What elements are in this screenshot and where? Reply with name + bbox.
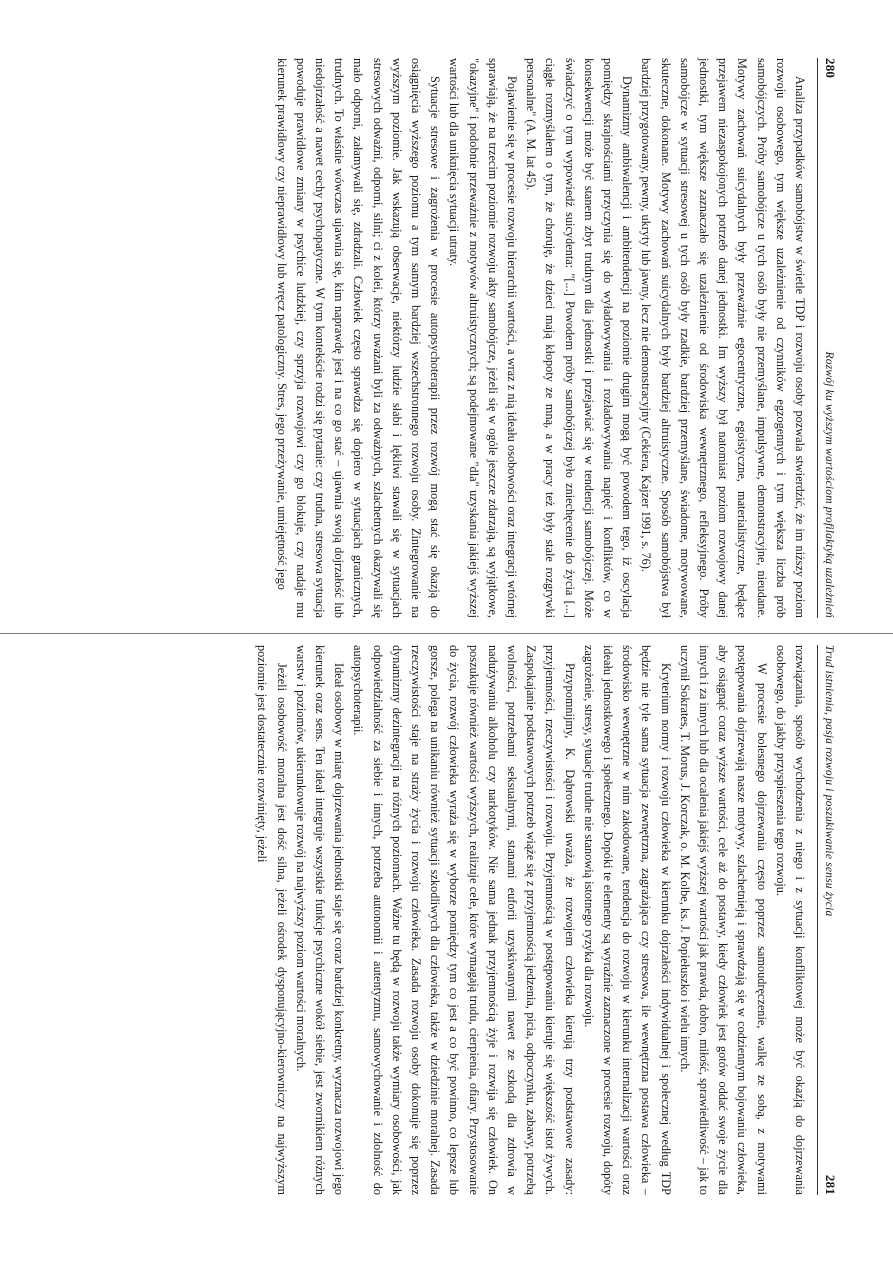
right-running-head bbox=[817, 645, 838, 1195]
left-running-head bbox=[817, 58, 838, 618]
paragraph: Przypomnijmy, K. Dąbrowski uważa, że rozwojem człowieka kierują trzy podstawowe zasady: przyjemności, rzeczywistości i rozwoju. Przyjemnością w postępowaniu kieruje się większość istot żywych. Zaspokajanie podstawowych potrzeb wiąże się z przyjemnością jedzenia, picia, odpoczynku, zabawy, potrzebą wolności, potrzebami seksualnymi, stanami euforii uzyskiwanymi nawet ze szkodą dla zdrowia w nadużywaniu alkoholu czy narkotyków. Nie sama jednak przyjemnością żyje i rozwija się człowiek. On poszukuje również wartości wyższych, realizuje cele, które wymagają trudu, cierpienia, ofiary. Przystosowanie do życia, rozwój człowieka wyraża się w wyborze pomiędzy tym co jest a co być powinno, co lepsze lub gorsze, polega na unikaniu również sytuacji szkodliwych dla człowieka, także w dziedzinie moralnej. Zasada rzeczywistości staje na straży życia i rozwoju człowieka. Zasada rozwoju osoby dokonuje się poprzez dynamizmy dezintegracji na różnych poziomach. Ważne tu będą w rozwoju także wymiary osobowości, jak odpowiedzialność za siebie i innych, potrzeba autonomii i autentyzmu, samowychowanie i zdolność do autopsychoterapii. bbox=[351, 645, 577, 1195]
paragraph: Jeżeli osobowość moralna jest dość silna, jeżeli ośrodek dysponującyjno-kierowniczy na najwyższym poziomie jest dostatecznie rozwinięty, jeżeli bbox=[255, 645, 289, 1195]
left-page-number: 280 bbox=[823, 58, 838, 79]
right-page bbox=[78, 645, 838, 1195]
paragraph: Sytuacje stresowe i zagrożenia w procesie autopsychoterapii przez rozwój mogą stać się okazją do osiągnięcia wyższego poziomu a tym samym bardziej wszechstronnego rozwoju osoby. Zintegrowanie na wyższym poziomie. Jak wskazują obserwacje, niektórzy ludzie słabi i lękliwi stawali się w sytuacjach stresowych odważni, odporni, silni; ci z kolei, którzy uważani byli za odważnych, szlachetnych okazywali się mało odporni, załamywali się, zdradzali. Człowiek często sprawdza się dopiero w sytuacjach granicznych, trudnych. To właśnie wówczas ujawnia się, kim naprawdę jest i na co go stać – ujawnia swoją dojrzałość lub niedojrzałość a nawet cechy psychopatyczne. W tym kontekście rodzi się pytanie: czy trudna, stresowa sytuacja powoduje prawidłowe zmiany w psychice ludzkiej, czy sprzyja rozwojowi czy go blokuje, czy nadaje mu kierunek prawidłowy czy nieprawidłowy lub wręcz patologiczny. Stres, jego przeżywanie, umiejętność jego bbox=[274, 58, 443, 618]
paragraph: Kryterium normy i rozwoju człowieka w kierunku dojrzałości indywidualnej i społecznej według TDP będzie nie tyle sama sytuacja zewnętrzna, zagrażająca czy stresowa, ile wewnętrzna postawa człowieka – środowisko wewnętrzne w nim zakodowane, tendencja do rozwoju w kierunku internalizacji wartości oraz ideału jednostkowego i społecznego. Dopóki te elementy są wyraźnie zaznaczone w procesie rozwoju, dopóty zagrożenie, stresy, sytuacje trudne nie stanowią istotnego ryzyka dla rozwoju. bbox=[581, 645, 673, 1195]
paragraph: Ideał osobowy w miarę dojrzewania jednostki staje się coraz bardziej konkretny, wyznacza rozwojowi jego kierunek oraz sens. Ten ideał integruje wszystkie funkcje psychiczne wokół siebie, jest zwornikiem różnych warstw i poziomów, ukierunkowuje rozwój na najwyższy poziom wartości moralnych. bbox=[293, 645, 347, 1195]
paragraph: Dynamizmy ambiwalencji i ambitendencji na poziomie drugim mogą być powodem tego, iż oscylacja pomiędzy skrajnościami przyczynia się do wyładowywania i rozładowywania napięć i konfliktów, co w konsekwencji może być stanem zbyt trudnym dla jednostki i przejawiać się w tendencji samobójczej. Może świadczyć o tym wypowiedź suicydenta: "[...] Powodem próby samobójczej było zniechęcenie do życia [...] ciągłe rozmyślałem o tym, że choruję, że dzieci mają kłopoty ze mną, a w pracy też były stale rozgrywki personalne" (A. M. lat 45). bbox=[524, 58, 635, 618]
page-fold-divider bbox=[0, 633, 893, 634]
right-running-head-title: Trud istnienia, pasja rozwoju i poszukiwanie sensu życia bbox=[823, 645, 835, 917]
left-running-head-title: Rozwój ku wyższym wartościom profilaktyką uzależnień bbox=[823, 351, 835, 618]
left-page-body bbox=[271, 58, 809, 618]
right-page-body bbox=[252, 645, 809, 1195]
paragraph: rozwiązania, sposób wychodzenia z niego i z sytuacji konfliktowej może być okazją do dojrzewania osobowego, do jakby przyspieszenia tego rozwoju. bbox=[773, 645, 807, 1195]
paragraph: Pojawienie się w procesie rozwoju hierarchii wartości, a wraz z nią ideału osobowości oraz integracji wtórnej sprawiają, że na trzecim poziomie rozwoju akty samobójcze, jeżeli się w ogóle jeszcze zdarzają, są wyjątkowe, "okazyjne" i podobnie przeważnie z motywów altruistycznych; są podejmowane "dla" uzyskania jakiejś wyższej wartości lub dla uniknięcia sytuacji utraty. bbox=[447, 58, 519, 618]
paragraph: Analiza przypadków samobójstw w świetle TDP i rozwoju osoby pozwala stwierdzić, że im niższy poziom rozwoju osobowego, tym większe uzależnienie od czynników egzogennych i tym większa liczba prób samobójczych. Próby samobójcze u tych osób były nie przemyślane, impulsywne, demonstracyjne, nieudane. Motywy zachowań suicydalnych były przeważnie egocentryczne, egoistyczne, materialistyczne, będące przejawem niezaspokojonych potrzeb danej jednostki. Im wyższy był natomiast poziom rozwojowy danej jednostki, tym większe zaznaczało się uzależnienie od środowiska wewnętrznego, refleksyjnego. Próby samobójcze w sytuacji stresowej u tych osób były rzadkie, bardziej przemyślane, świadome, motywowane, skuteczne, dokonane. Motywy zachowań suicydalnych były bardziej altruistyczne. Sposób samobójstwa był bardziej przygotowany, pewny, ukryty lub jawny, lecz nie demonstracyjny (Cekiera, Kajzer 1991, s. 76). bbox=[639, 58, 807, 618]
left-page bbox=[78, 58, 838, 618]
right-page-number: 281 bbox=[823, 1174, 838, 1195]
paragraph: W procesie bolesnego dojrzewania często poprzez samoudręczenie, walkę ze sobą, z motywami postępowania dojrzewają nasze motywy, szlachetnieją i sprawdzają się w codziennym bojowaniu człowieka, aby osiągnąć coraz wyższe wartości, cele aż do postawy, kiedy człowiek jest gotów oddać swoje życie dla innych i za innych lub dla ocalenia jakiejś wyższej wartości jak prawda, dobro, miłość, sprawiedliwość – jak to uczynił Sokrates, T. Morus, J. Korczak, o. M. Kolbe, ks. J. Popiełuszko i wielu innych. bbox=[677, 645, 769, 1195]
